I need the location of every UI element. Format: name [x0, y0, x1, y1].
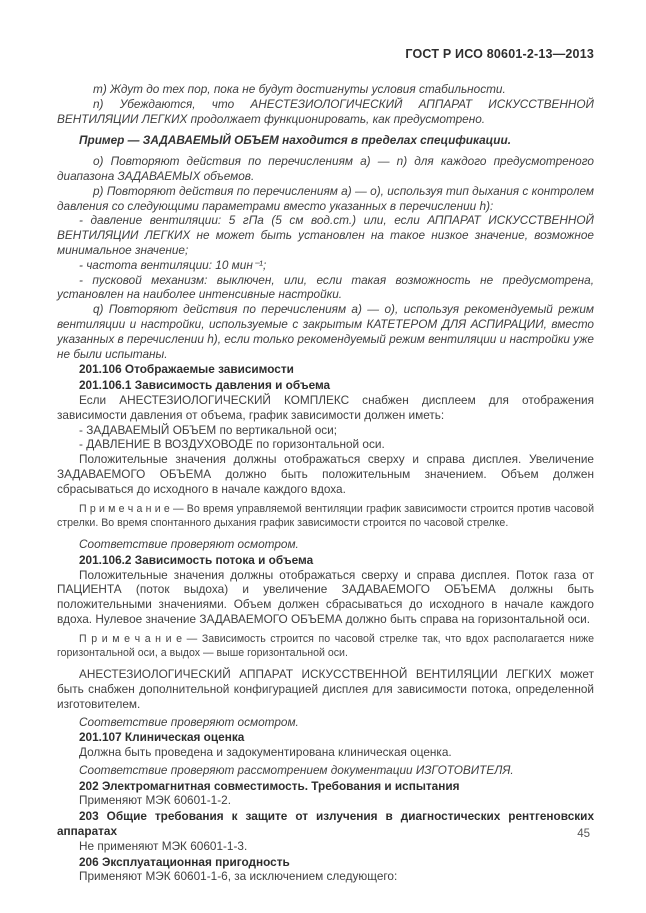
para-pressure-volume-intro: Если АНЕСТЕЗИОЛОГИЧЕСКИЙ КОМПЛЕКС снабжен дисплеем для отображения зависимости давления от объема, график зависимости должен иметь:	[57, 392, 594, 422]
para-206-body: Применяют МЭК 60601-1-6, за исключением следующего:	[79, 869, 398, 884]
param-ventilation-rate: - частота вентиляции: 10 мин⁻¹;	[79, 257, 267, 272]
param-ventilation-pressure: - давление вентиляции: 5 гПа (5 см вод.ст.) или, если АППАРАТ ИСКУССТВЕННОЙ ВЕНТИЛЯЦИИ ЛЕГКИХ не может быть установлен на такое низкое значение, возможное минимальное значение;	[57, 213, 594, 257]
procedure-step-p: р) Повторяют действия по перечислениям а) — о), используя тип дыхания с контролем давления со следующими параметрами вместо указанных в перечислении h):	[57, 183, 594, 213]
para-positive-values-fv: Положительные значения должны отображаться сверху и справа дисплея. Поток газа от ПАЦИЕНТА (поток выдоха) и увеличение ЗАДАВАЕМОГО ОБЪЕМА должны быть положительными значениями. Объем должен сбрасываться до исходного в начале каждого вдоха. Нулевое значение ЗАДАВАЕМОГО ОБЪЕМА должно быть справа на горизонтальной оси.	[57, 567, 594, 626]
document-content	[57, 0, 594, 884]
compliance-statement-1: Соответствие проверяют осмотром.	[79, 536, 299, 551]
heading-201-106: 201.106 Отображаемые зависимости	[79, 362, 294, 377]
heading-206: 206 Эксплуатационная пригодность	[79, 854, 290, 869]
para-positive-values-pv: Положительные значения должны отображаться сверху и справа дисплея. Увеличение ЗАДАВАЕМОГО ОБЪЕМА должно быть положительным значением. Объем должен сбрасываться до исходного в начале каждого вдоха.	[57, 452, 594, 496]
para-clinical-evaluation: Должна быть проведена и задокументирована клиническая оценка.	[79, 745, 452, 760]
heading-201-106-1: 201.106.1 Зависимость давления и объема	[79, 378, 331, 393]
para-additional-display: АНЕСТЕЗИОЛОГИЧЕСКИЙ АППАРАТ ИСКУССТВЕННОЙ ВЕНТИЛЯЦИИ ЛЕГКИХ может быть снабжен дополнительной конфигурацией дисплея для зависимости потока, определенной изготовителем.	[57, 667, 594, 711]
procedure-step-m: m) Ждут до тех пор, пока не будут достигнуты условия стабильности.	[93, 82, 506, 96]
procedure-step-n: n) Убеждаются, что АНЕСТЕЗИОЛОГИЧЕСКИЙ АППАРАТ ИСКУССТВЕННОЙ ВЕНТИЛЯЦИИ ЛЕГКИХ продолжает функционировать, как предусмотрено.	[57, 96, 594, 126]
list-item-vertical-axis: - ЗАДАВАЕМЫЙ ОБЪЕМ по вертикальной оси;	[79, 422, 338, 437]
list-item-horizontal-axis: - ДАВЛЕНИЕ В ВОЗДУХОВОДЕ по горизонтальной оси.	[79, 437, 385, 452]
param-trigger-mechanism: - пусковой механизм: выключен, или, если такая возможность не предусмотрена, установлен на наиболее интенсивные настройки.	[57, 272, 594, 302]
compliance-statement-3: Соответствие проверяют рассмотрением документации ИЗГОТОВИТЕЛЯ.	[79, 762, 514, 777]
note-fv-loop: П р и м е ч а н и е — Зависимость строится по часовой стрелке так, что вдох располагается ниже горизонтальной оси, а выдох — выше горизонтальной оси.	[57, 632, 594, 659]
note-pv-loop: П р и м е ч а н и е — Во время управляемой вентиляции график зависимости строится против часовой стрелки. Во время спонтанного дыхания график зависимости строится по часовой стрелке.	[57, 502, 594, 529]
para-203-body: Не применяют МЭК 60601-1-3.	[79, 838, 248, 853]
heading-201-107: 201.107 Клиническая оценка	[79, 730, 245, 745]
example-text: Пример — ЗАДАВАЕМЫЙ ОБЪЕМ находится в пределах спецификации.	[79, 133, 511, 148]
document-header-title: ГОСТ Р ИСО 80601-2-13—2013	[405, 47, 594, 61]
procedure-step-o: о) Повторяют действия по перечислениям а) — n) для каждого предусмотреного диапазона ЗАДАВАЕМЫХ объемов.	[57, 154, 594, 183]
heading-202: 202 Электромагнитная совместимость. Требования и испытания	[79, 778, 460, 793]
page-number: 45	[577, 828, 590, 840]
heading-201-106-2: 201.106.2 Зависимость потока и объема	[79, 552, 314, 567]
para-202-body: Применяют МЭК 60601-1-2.	[79, 793, 231, 808]
heading-203: 203 Общие требования к защите от излучения в диагностических рентгеновских аппаратах	[57, 809, 594, 839]
compliance-statement-2: Соответствие проверяют осмотром.	[79, 714, 299, 729]
procedure-step-q: q) Повторяют действия по перечислениям а) — о), используя рекомендуемый режим вентиляции и настройки, используемые с закрытым КАТЕТЕРОМ ДЛЯ АСПИРАЦИИ, вместо указанных в перечислении h), если только рекомендуемый режим вентиляции и настройки уже не были испытаны.	[57, 302, 594, 361]
